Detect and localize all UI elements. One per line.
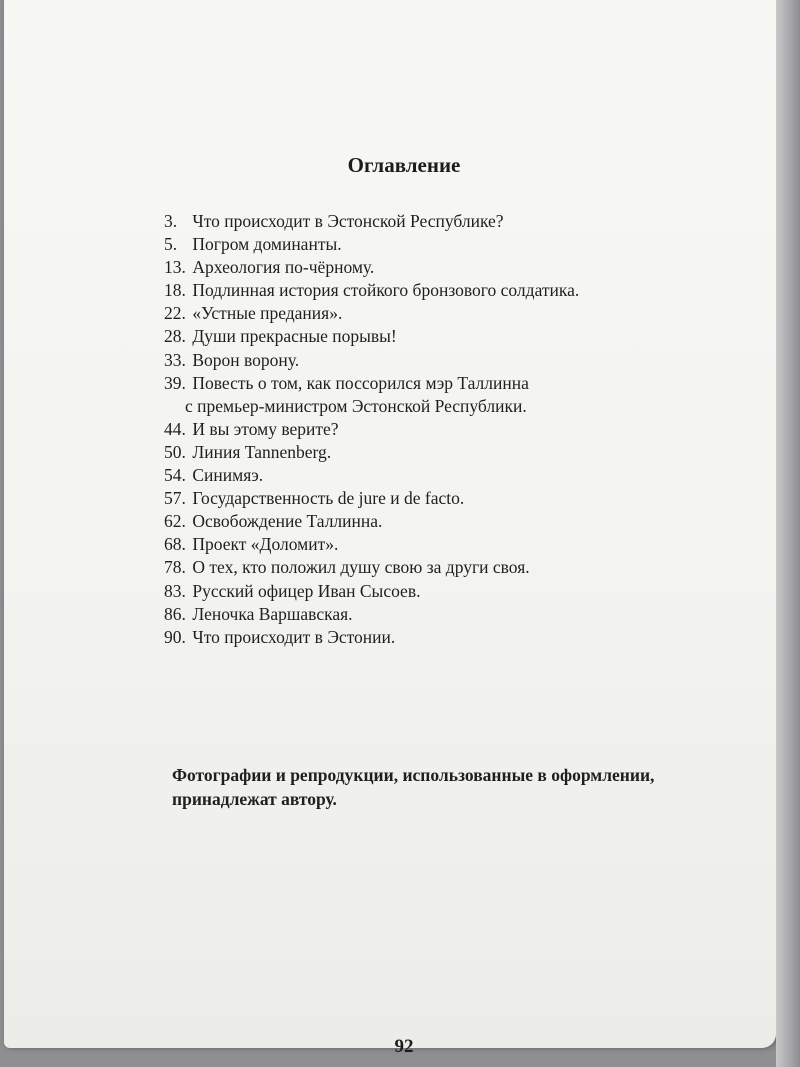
- toc-page-number: 90.: [164, 626, 186, 647]
- toc-item: [164, 464, 724, 487]
- toc-page-number: 18.: [164, 280, 186, 301]
- photo-credit-line-2: принадлежат автору.: [172, 789, 337, 809]
- toc-item: [164, 210, 724, 233]
- toc-entry-title: Подлинная история стойкого бронзового солдатика.: [192, 280, 580, 301]
- toc-entry-title: Ворон ворону.: [192, 349, 300, 370]
- toc-item: [164, 256, 724, 279]
- toc-page-number: 83.: [164, 580, 186, 601]
- toc-page-number: 86.: [164, 603, 186, 624]
- toc-entry-title: Леночка Варшавская.: [192, 603, 353, 624]
- toc-item: [164, 372, 724, 418]
- toc-item: [164, 510, 724, 533]
- toc-page-number: 44.: [164, 418, 186, 439]
- toc-page-number: 5.: [164, 234, 178, 255]
- toc-page-number: 68.: [164, 534, 186, 555]
- toc-item: [164, 441, 724, 464]
- photo-credit-line-1: Фотографии и репродукции, использованные в оформлении,: [172, 765, 655, 785]
- page-edge-shadow: [776, 0, 800, 1067]
- toc-entry-title: Что происходит в Эстонской Республике?: [192, 211, 504, 231]
- toc-entry-title: Проект «Доломит».: [192, 534, 339, 555]
- toc-page-number: 33.: [164, 349, 186, 370]
- toc-page-number: 54.: [164, 465, 186, 486]
- toc-page-number: 62.: [164, 511, 186, 532]
- toc-item: [164, 325, 724, 348]
- toc-item: [164, 580, 724, 603]
- toc-page-number: 78.: [164, 557, 186, 578]
- toc-item: [164, 302, 724, 325]
- toc-item: [164, 603, 724, 626]
- toc-item: [164, 349, 724, 372]
- photo-credit-note: [172, 763, 692, 811]
- toc-entry-continuation: с премьер-министром Эстонской Республики.: [185, 395, 527, 416]
- toc-page-number: 57.: [164, 488, 186, 509]
- toc-entry-title: Освобождение Таллинна.: [192, 511, 383, 532]
- toc-entry-title: «Устные предания».: [192, 303, 343, 324]
- toc-item: [164, 533, 724, 556]
- table-of-contents: [164, 210, 724, 649]
- toc-entry-title: Синимяэ.: [192, 465, 264, 486]
- toc-entry-title: Что происходит в Эстонии.: [192, 626, 396, 647]
- toc-page-number: 50.: [164, 441, 186, 462]
- toc-entry-title: Археология по-чёрному.: [192, 257, 375, 278]
- toc-item: [164, 233, 724, 256]
- toc-page-number: 28.: [164, 326, 186, 347]
- toc-entry-title: О тех, кто положил душу свою за други своя.: [192, 557, 530, 578]
- toc-item: [164, 556, 724, 579]
- toc-entry-title: Государственность de jure и de facto.: [192, 488, 465, 509]
- toc-item: [164, 418, 724, 441]
- page-number: 92: [394, 1036, 414, 1057]
- toc-entry-title: Повесть о том, как поссорился мэр Таллинна: [192, 372, 529, 393]
- toc-item: [164, 626, 724, 649]
- toc-page-number: 39.: [164, 372, 186, 393]
- page-title: Оглавление: [347, 153, 461, 177]
- toc-page-number: 22.: [164, 303, 186, 324]
- toc-entry-title: Линия Tannenberg.: [192, 441, 332, 462]
- toc-entry-title: Русский офицер Иван Сысоев.: [192, 580, 421, 601]
- toc-item: [164, 279, 724, 302]
- book-page: [4, 0, 776, 1057]
- toc-entry-title: Погром доминанты.: [192, 234, 342, 255]
- toc-page-number: 13.: [164, 257, 186, 278]
- toc-entry-title: И вы этому верите?: [192, 418, 339, 439]
- toc-page-number: 3.: [164, 211, 178, 231]
- toc-item: [164, 487, 724, 510]
- toc-entry-title: Души прекрасные порывы!: [192, 326, 397, 347]
